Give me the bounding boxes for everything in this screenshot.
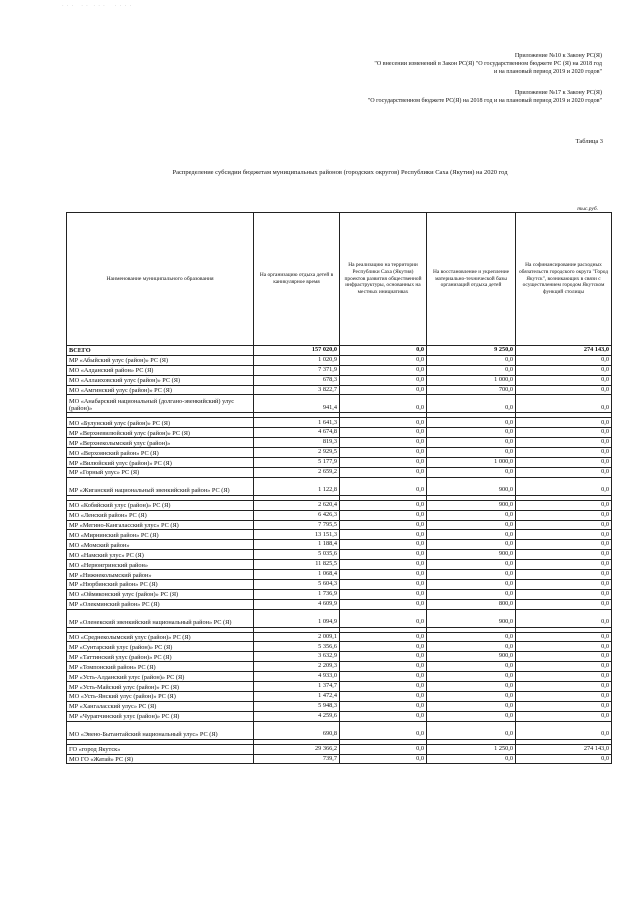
- amount-cell: 1 374,7: [254, 682, 340, 692]
- amount-cell: 0,0: [340, 579, 427, 589]
- row-group: [67, 355, 612, 413]
- amount-cell: 0,0: [340, 550, 427, 560]
- total-value: 0,0: [340, 346, 427, 356]
- appendix-10-line3: и на плановый период 2019 и 2020 годов": [493, 69, 602, 75]
- appendix-10-header: [250, 52, 602, 76]
- amount-cell: 0,0: [516, 691, 612, 701]
- table-row: [67, 560, 612, 570]
- amount-cell: 0,0: [427, 395, 516, 413]
- municipality-name-cell: МР «Чурапчинский улус (район)» РС (Я): [67, 711, 254, 721]
- amount-cell: 5 356,6: [254, 642, 340, 652]
- table-row: [67, 530, 612, 540]
- amount-cell: 2 659,2: [254, 467, 340, 477]
- amount-cell: 0,0: [516, 395, 612, 413]
- table-row: [67, 520, 612, 530]
- amount-cell: 0,0: [516, 550, 612, 560]
- amount-cell: 0,0: [340, 418, 427, 428]
- amount-cell: 0,0: [516, 662, 612, 672]
- amount-cell: 5 177,9: [254, 458, 340, 468]
- table-row: [67, 355, 612, 365]
- amount-cell: 0,0: [427, 418, 516, 428]
- amount-cell: 0,0: [427, 438, 516, 448]
- municipality-name-cell: МР «Оленекский эвенкийский национальный район» РС (Я): [67, 609, 254, 627]
- amount-cell: 0,0: [427, 520, 516, 530]
- amount-cell: 1 068,4: [254, 570, 340, 580]
- amount-cell: 0,0: [427, 632, 516, 642]
- amount-cell: 0,0: [427, 701, 516, 711]
- municipality-name-cell: МР «Олекминский район» РС (Я): [67, 599, 254, 609]
- amount-cell: 0,0: [340, 520, 427, 530]
- amount-cell: 0,0: [340, 701, 427, 711]
- amount-cell: 0,0: [340, 632, 427, 642]
- amount-cell: 0,0: [427, 530, 516, 540]
- amount-cell: 4 933,0: [254, 672, 340, 682]
- table-number: Таблица 3: [575, 138, 603, 145]
- amount-cell: 29 366,2: [254, 744, 340, 754]
- amount-cell: 0,0: [340, 385, 427, 395]
- amount-cell: 0,0: [340, 477, 427, 495]
- municipality-name-cell: МО ГО «Жатай» РС (Я): [67, 754, 254, 764]
- amount-cell: 0,0: [340, 510, 427, 520]
- amount-cell: 0,0: [340, 395, 427, 413]
- amount-cell: 0,0: [516, 579, 612, 589]
- municipality-name-cell: МО «Анабарский национальный (долгано-эвенкийский) улус (район)»: [67, 395, 254, 413]
- scan-artifact: · · · · · · · · · · · ·: [62, 4, 133, 9]
- table-row: [67, 448, 612, 458]
- amount-cell: 274 143,0: [516, 744, 612, 754]
- total-value: 9 250,0: [427, 346, 516, 356]
- municipality-name-cell: МО «Намский улус» РС (Я): [67, 550, 254, 560]
- amount-cell: 0,0: [427, 570, 516, 580]
- amount-cell: 0,0: [516, 754, 612, 764]
- municipality-name-cell: МО «Ленский район» РС (Я): [67, 510, 254, 520]
- municipality-name-cell: МР «Нюрбинский район» РС (Я): [67, 579, 254, 589]
- amount-cell: 700,0: [427, 385, 516, 395]
- amount-cell: 900,0: [427, 500, 516, 510]
- municipality-name-cell: МО «Оймяконский улус (район)» РС (Я): [67, 589, 254, 599]
- table-row: [67, 682, 612, 692]
- amount-cell: 0,0: [516, 418, 612, 428]
- table-row: [67, 540, 612, 550]
- table-row: [67, 579, 612, 589]
- amount-cell: 1 094,9: [254, 609, 340, 627]
- amount-cell: 0,0: [516, 500, 612, 510]
- column-header-capital-functions: На софинансирование расходных обязательств городского округа "Город Якутск", возникающих в связи с осуществлением городом Якутском функций столицы: [516, 213, 612, 346]
- amount-cell: 0,0: [516, 711, 612, 721]
- row-group: [67, 418, 612, 495]
- amount-cell: 0,0: [340, 375, 427, 385]
- amount-cell: 0,0: [340, 365, 427, 375]
- table-row: [67, 428, 612, 438]
- amount-cell: 0,0: [516, 560, 612, 570]
- table-row: [67, 609, 612, 627]
- amount-cell: 6 426,3: [254, 510, 340, 520]
- municipality-name-cell: МР «Верхнеколымский улус (район)»: [67, 438, 254, 448]
- municipality-name-cell: МО «Усть-Янский улус (район)» РС (Я): [67, 691, 254, 701]
- municipality-name-cell: МР «Хангаласский улус» РС (Я): [67, 701, 254, 711]
- municipality-name-cell: МО «Алданский район» РС (Я): [67, 365, 254, 375]
- amount-cell: 2 620,4: [254, 500, 340, 510]
- amount-cell: 0,0: [340, 428, 427, 438]
- amount-cell: 0,0: [427, 589, 516, 599]
- amount-cell: 0,0: [516, 438, 612, 448]
- amount-cell: 0,0: [427, 754, 516, 764]
- amount-cell: 0,0: [340, 682, 427, 692]
- municipality-name-cell: МО «Булунский улус (район)» РС (Я): [67, 418, 254, 428]
- amount-cell: 0,0: [340, 448, 427, 458]
- table-row: [67, 550, 612, 560]
- municipality-name-cell: МР «Вилюйский улус (район)» РС (Я): [67, 458, 254, 468]
- amount-cell: 800,0: [427, 599, 516, 609]
- amount-cell: 0,0: [427, 467, 516, 477]
- appendix-17-header: [250, 89, 602, 105]
- amount-cell: 0,0: [340, 570, 427, 580]
- amount-cell: 0,0: [427, 510, 516, 520]
- amount-cell: 5 604,3: [254, 579, 340, 589]
- amount-cell: 1 736,9: [254, 589, 340, 599]
- amount-cell: 900,0: [427, 550, 516, 560]
- row-group: [67, 744, 612, 764]
- amount-cell: 0,0: [516, 520, 612, 530]
- amount-cell: 1 000,0: [427, 458, 516, 468]
- table-row: [67, 467, 612, 477]
- table-row: [67, 500, 612, 510]
- amount-cell: 0,0: [340, 589, 427, 599]
- amount-cell: 0,0: [516, 365, 612, 375]
- amount-cell: 1 472,4: [254, 691, 340, 701]
- amount-cell: 0,0: [340, 662, 427, 672]
- amount-cell: 0,0: [516, 530, 612, 540]
- table-row: [67, 672, 612, 682]
- municipality-name-cell: МО «Эвено-Бытантайский национальный улус» РС (Я): [67, 721, 254, 739]
- amount-cell: 0,0: [340, 540, 427, 550]
- table-row: [67, 599, 612, 609]
- amount-cell: 0,0: [427, 672, 516, 682]
- table-row: [67, 711, 612, 721]
- column-header-children-rest: На организацию отдыха детей в каникулярное время: [254, 213, 340, 346]
- amount-cell: 0,0: [516, 540, 612, 550]
- table-row: [67, 385, 612, 395]
- municipality-name-cell: МР «Горный улус» РС (Я): [67, 467, 254, 477]
- municipality-name-cell: МО «Аллаиховский улус (район)» РС (Я): [67, 375, 254, 385]
- amount-cell: 0,0: [427, 365, 516, 375]
- amount-cell: 0,0: [340, 467, 427, 477]
- amount-cell: 5 948,3: [254, 701, 340, 711]
- municipality-name-cell: МР «Усть-Майский улус (район)» РС (Я): [67, 682, 254, 692]
- table-row: [67, 570, 612, 580]
- municipality-name-cell: МО «Момский район»: [67, 540, 254, 550]
- table-row: [67, 375, 612, 385]
- appendix-17-line1: Приложение №17 к Закону РС(Я): [514, 90, 602, 96]
- municipality-name-cell: МО «Амгинский улус (район)» РС (Я): [67, 385, 254, 395]
- amount-cell: 13 151,3: [254, 530, 340, 540]
- table-row: [67, 721, 612, 739]
- municipality-name-cell: МР «Таттинский улус (район)» РС (Я): [67, 652, 254, 662]
- amount-cell: 900,0: [427, 652, 516, 662]
- municipality-name-cell: МР «Сунтарский улус (район)» РС (Я): [67, 642, 254, 652]
- amount-cell: 0,0: [516, 375, 612, 385]
- municipality-name-cell: МО «Среднеколымский улус (район)» РС (Я): [67, 632, 254, 642]
- amount-cell: 1 250,0: [427, 744, 516, 754]
- amount-cell: 0,0: [340, 500, 427, 510]
- amount-cell: 1 122,8: [254, 477, 340, 495]
- amount-cell: 0,0: [340, 599, 427, 609]
- municipality-name-cell: МР «Усть-Алданский улус (район)» РС (Я): [67, 672, 254, 682]
- table-row: [67, 744, 612, 754]
- document-title: Распределение субсидии бюджетам муниципальных районов (городских округов) Республики Саха (Якутия) на 2020 год: [172, 169, 508, 176]
- amount-cell: 0,0: [340, 609, 427, 627]
- total-value: 157 020,0: [254, 346, 340, 356]
- amount-cell: 2 929,5: [254, 448, 340, 458]
- amount-cell: 3 632,9: [254, 652, 340, 662]
- table-row: [67, 589, 612, 599]
- amount-cell: 0,0: [516, 355, 612, 365]
- table-row: [67, 691, 612, 701]
- amount-cell: 0,0: [427, 642, 516, 652]
- amount-cell: 0,0: [516, 477, 612, 495]
- amount-cell: 0,0: [427, 355, 516, 365]
- amount-cell: 0,0: [516, 701, 612, 711]
- appendix-10-line1: Приложение №10 к Закону РС(Я): [514, 53, 602, 59]
- table-row: [67, 477, 612, 495]
- table-row: [67, 652, 612, 662]
- total-label: ВСЕГО: [67, 346, 254, 356]
- amount-cell: 0,0: [516, 510, 612, 520]
- amount-cell: 4 674,8: [254, 428, 340, 438]
- amount-cell: 0,0: [516, 609, 612, 627]
- amount-cell: 11 825,5: [254, 560, 340, 570]
- amount-cell: 941,4: [254, 395, 340, 413]
- amount-cell: 0,0: [516, 589, 612, 599]
- municipality-name-cell: МО «Кобяйский улус (район)» РС (Я): [67, 500, 254, 510]
- amount-cell: 0,0: [340, 721, 427, 739]
- municipality-name-cell: МР «Томпонский район» РС (Я): [67, 662, 254, 672]
- amount-cell: 1 020,9: [254, 355, 340, 365]
- amount-cell: 0,0: [340, 642, 427, 652]
- amount-cell: 0,0: [340, 458, 427, 468]
- table-row: [67, 438, 612, 448]
- amount-cell: 4 609,9: [254, 599, 340, 609]
- amount-cell: 0,0: [516, 428, 612, 438]
- municipality-name-cell: МР «Жиганский национальный эвенкийский район» РС (Я): [67, 477, 254, 495]
- table-row: [67, 418, 612, 428]
- amount-cell: 7 795,5: [254, 520, 340, 530]
- municipality-name-cell: МО «Верхоянский район» РС (Я): [67, 448, 254, 458]
- amount-cell: 0,0: [340, 711, 427, 721]
- table-row: [67, 632, 612, 642]
- amount-cell: 819,3: [254, 438, 340, 448]
- amount-cell: 0,0: [516, 385, 612, 395]
- amount-cell: 0,0: [516, 721, 612, 739]
- total-row: [67, 346, 612, 356]
- amount-cell: 900,0: [427, 477, 516, 495]
- amount-cell: 3 822,7: [254, 385, 340, 395]
- column-header-infrastructure-projects: На реализацию на территории Республики Саха (Якутия) проектов развития общественной инфраструктуры, основанных на местных инициативах: [340, 213, 427, 346]
- amount-cell: 0,0: [516, 599, 612, 609]
- amount-cell: 0,0: [427, 428, 516, 438]
- municipality-name-cell: МР «Верхневилюйский улус (район)» РС (Я): [67, 428, 254, 438]
- table-row: [67, 458, 612, 468]
- amount-cell: 1 188,4: [254, 540, 340, 550]
- municipality-name-cell: МР «Мегино-Кангаласский улус» РС (Я): [67, 520, 254, 530]
- amount-cell: 0,0: [427, 691, 516, 701]
- amount-cell: 0,0: [427, 448, 516, 458]
- subsidy-table: [66, 212, 612, 764]
- amount-cell: 5 035,6: [254, 550, 340, 560]
- amount-cell: 0,0: [340, 652, 427, 662]
- amount-cell: 0,0: [516, 458, 612, 468]
- table-row: [67, 701, 612, 711]
- table-row: [67, 642, 612, 652]
- amount-cell: 0,0: [340, 754, 427, 764]
- municipality-name-cell: МО «Мирнинский район» РС (Я): [67, 530, 254, 540]
- amount-cell: 0,0: [340, 530, 427, 540]
- amount-cell: 0,0: [516, 570, 612, 580]
- amount-cell: 0,0: [427, 682, 516, 692]
- municipality-name-cell: МО «Нерюнгринский район»: [67, 560, 254, 570]
- amount-cell: 0,0: [340, 691, 427, 701]
- amount-cell: 4 259,6: [254, 711, 340, 721]
- appendix-17-line2: "О государственном бюджете РС(Я) на 2018 год и на плановый период 2019 и 2020 годов": [367, 98, 602, 104]
- amount-cell: 1 641,3: [254, 418, 340, 428]
- column-header-camp-facilities: На восстановление и укрепление материально-технической базы организаций отдыха детей: [427, 213, 516, 346]
- amount-cell: 0,0: [340, 672, 427, 682]
- amount-cell: 690,8: [254, 721, 340, 739]
- amount-cell: 0,0: [340, 744, 427, 754]
- amount-cell: 0,0: [516, 448, 612, 458]
- amount-cell: 0,0: [340, 355, 427, 365]
- amount-cell: 2 009,1: [254, 632, 340, 642]
- table-row: [67, 365, 612, 375]
- amount-cell: 0,0: [516, 632, 612, 642]
- appendix-10-line2: "О внесении изменений в Закон РС(Я) "О государственном бюджете РС (Я) на 2018 год: [374, 61, 602, 67]
- amount-cell: 7 371,9: [254, 365, 340, 375]
- amount-cell: 0,0: [516, 682, 612, 692]
- row-group: [67, 500, 612, 627]
- table-row: [67, 395, 612, 413]
- amount-cell: 0,0: [427, 662, 516, 672]
- amount-cell: 0,0: [427, 711, 516, 721]
- amount-cell: 0,0: [427, 560, 516, 570]
- amount-cell: 0,0: [427, 540, 516, 550]
- table-row: [67, 510, 612, 520]
- row-group: [67, 632, 612, 739]
- amount-cell: 0,0: [516, 672, 612, 682]
- amount-cell: 2 209,3: [254, 662, 340, 672]
- units-label: тыс.руб.: [577, 206, 598, 212]
- total-value: 274 143,0: [516, 346, 612, 356]
- column-header-name: Наименование муниципального образования: [67, 213, 254, 346]
- amount-cell: 0,0: [427, 579, 516, 589]
- amount-cell: 739,7: [254, 754, 340, 764]
- amount-cell: 0,0: [427, 721, 516, 739]
- amount-cell: 0,0: [516, 467, 612, 477]
- amount-cell: 1 000,0: [427, 375, 516, 385]
- amount-cell: 678,3: [254, 375, 340, 385]
- table-header-row: [67, 213, 612, 346]
- amount-cell: 0,0: [516, 642, 612, 652]
- municipality-name-cell: ГО «город Якутск»: [67, 744, 254, 754]
- municipality-name-cell: МР «Нижнеколымский район»: [67, 570, 254, 580]
- amount-cell: 0,0: [340, 438, 427, 448]
- amount-cell: 0,0: [340, 560, 427, 570]
- table-row: [67, 754, 612, 764]
- municipality-name-cell: МР «Абыйский улус (район)» РС (Я): [67, 355, 254, 365]
- amount-cell: 0,0: [516, 652, 612, 662]
- amount-cell: 900,0: [427, 609, 516, 627]
- table-row: [67, 662, 612, 672]
